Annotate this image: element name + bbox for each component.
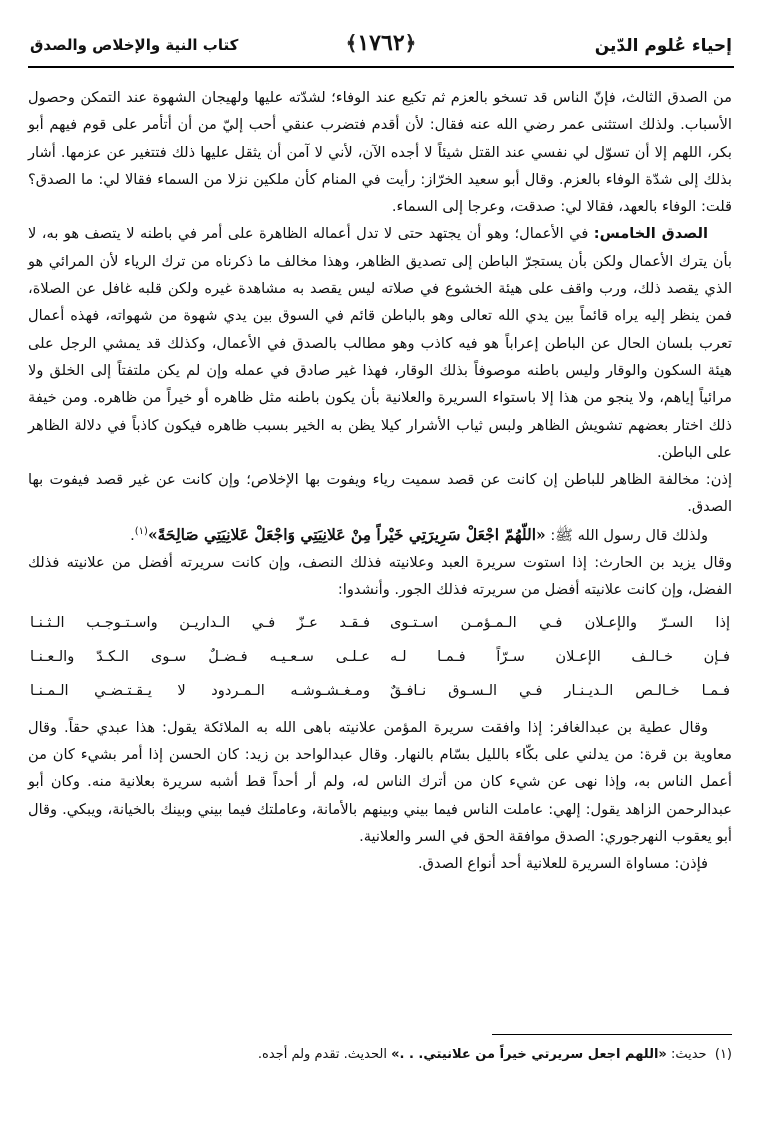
footnote-number: (١)	[714, 1047, 732, 1062]
running-header	[28, 28, 734, 68]
footnote-rule	[492, 1034, 732, 1035]
poem-hemistich-second: ومـغـشـوشـه الـمـردود لا يـقـتـضـي الـمـنـا	[30, 681, 370, 699]
paragraph-7: فإذن: مساواة السريرة للعلانية أحد أنواع الصدق.	[417, 855, 708, 873]
poem-hemistich-second: فـقـد عـزّ فـي الـداريـن واسـتـوجـب الـثـنـا	[30, 613, 370, 631]
book-title: إحياء عُلوم الدّين	[594, 36, 732, 56]
hadith-quote: «اللّهُمّ اجْعَلْ سَرِيرَتِي خَيْراً مِنْ عَلانِيَتِي وَاجْعَلْ عَلانِيَتِي صَالِحَةً»	[147, 524, 546, 544]
page-number: ﴿١٧٦٢﴾	[345, 30, 417, 56]
poem-line	[28, 640, 732, 674]
poem-hemistich-first: فـمـا خـالـص الـديـنـار فـي الـسـوق نـافـقٌ	[390, 681, 730, 699]
paragraph-5: وقال يزيد بن الحارث: إذا استوت سريرة العبد وعلانيته فذلك النصف، وإن كانت سريرته أفضل من علانيته فذلك الفضل، وإن كانت علانيته أفضل من سريرته فذلك الجور. وأنشدوا:	[28, 554, 732, 599]
poem-hemistich-second: عـلـى سـعـيـه فـضـلٌ سـوى الـكـدّ والـعـنـا	[30, 647, 370, 665]
poem-line	[28, 674, 732, 708]
paragraph-3: إذن: مخالفة الظاهر للباطن إن كانت عن قصد سميت رياء ويفوت بها الإخلاص؛ وإن كانت عن غير قصد فيفوت بها الصدق.	[28, 471, 732, 516]
header-rule	[28, 66, 734, 68]
footnote: (١) حديث: «اللهم اجعل سريرتي خيراً من علانيتي. . .» الحديث. تقدم ولم أجده.	[257, 1047, 732, 1062]
paragraph-4: ولذلك قال رسول الله ﷺ: «اللّهُمّ اجْعَلْ سَرِيرَتِي خَيْراً مِنْ عَلانِيَتِي وَاجْعَلْ عَلانِيَتِي صَالِحَةً»$^{(١)}$.	[130, 524, 708, 544]
poem-hemistich-first: إذا السـرّ والإعـلان فـي الـمـؤمـن اسـتـوى	[390, 613, 730, 631]
paragraph-1: من الصدق الثالث، فإنّ الناس قد تسخو بالعزم ثم تكيع عند الوفاء؛ لشدّته عليها ولهيجان الشهوة عند التمكن وحصول الأسباب. ولذلك استثنى عمر رضي الله عنه فقال: لأن أقدم فتضرب عنقي أحب إليّ من أن أتأمر على قوم فيهم أبو بكر، اللهم إلا أن تسوّل لي نفسي عند القتل شيئاً لا أجده الآن، لأني لا آمن أن يثقل عليها ذلك فتتغير عن عزمها. أشار بذلك إلى شدّة الوفاء بالعزم. وقال أبو سعيد الخرّاز: رأيت في المنام كأن ملكين نزلا من السماء فقالا لي: ما الصدق؟ قلت: الوفاء بالعهد، فقالا لي: صدقت، وعرجا إلى السماء.	[28, 89, 732, 216]
footnote-ref: (١)	[134, 525, 148, 537]
main-text	[28, 84, 732, 877]
paragraph-2: الصدق الخامس: في الأعمال؛ وهو أن يجتهد حتى لا تدل أعماله الظاهرة على أمر في باطنه لا يتصف هو به، لا بأن يترك الأعمال ولكن بأن يستجرّ الباطن إلى تصديق الظاهر، وهذا مخالف ما ذكرناه من ترك الرياء لأن المرائي هو الذي يقصد ذلك، ورب واقف على هيئة الخشوع في صلاته ليس يقصد به مشاهدة غيره ولكن قلبه غافل عن الصلاة، فمن ينظر إليه يراه قائماً بين يدي الله تعالى وهو بالباطن قائم في السوق بين يدي شهوة من شهواته، فهذه أعمال تعرب بلسان الحال عن الباطن إعراباً هو فيه كاذب وهو مطالب بالصدق في الأعمال، وكذلك قد يمشي الرجل على هيئة السكون والوقار وليس باطنه موصوفاً بذلك الوقار، فهذا غير صادق في عمله وإن لم يكن ملتفتاً إلى الخلق ولا مرائياً إياهم، ولا ينجو من هذا إلا باستواء السريرة والعلانية بأن يكون باطنه مثل ظاهره أو خيراً من ظاهره. ومن خيفة ذلك اختار بعضهم تشويش الظاهر ولبس ثياب الأشرار كيلا يظن به الخير بسبب ظاهره فيكون كاذباً في دلالة الظاهر على الباطن.	[28, 225, 732, 461]
section-heading: الصدق الخامس:	[593, 225, 709, 243]
footnote-quote: «اللهم اجعل سريرتي خيراً من علانيتي. . .»	[391, 1047, 667, 1062]
poem	[28, 606, 732, 708]
paragraph-6: وقال عطية بن عبدالغافر: إذا وافقت سريرة المؤمن علانيته باهى الله به الملائكة يقول: هذا عبدي حقاً. وقال معاوية بن قرة: من يدلني على بكّاء بالليل بسّام بالنهار. وقال عبدالواحد بن زيد: كان الحسن إذا أمر بشيء كان من أعمل الناس به، وإذا نهى عن شيء كان من أترك الناس له، ولم أر أحداً قط أشبه سريرة بعلانية منه. وكان أبو عبدالرحمن الزاهد يقول: إلهي: عاملت الناس فيما بيني وبينهم بالأمانة، وعاملتك فيما بيني وبينك بالخيانة، ويبكي. وقال أبو يعقوب النهرجوري: الصدق موافقة الحق في السر والعلانية.	[28, 718, 732, 845]
poem-hemistich-first: فـإن خـالـف الإعـلان سـرّاً فـمـا لـه	[390, 647, 730, 665]
chapter-title: كتاب النية والإخلاص والصدق	[30, 36, 239, 54]
poem-line	[28, 606, 732, 640]
